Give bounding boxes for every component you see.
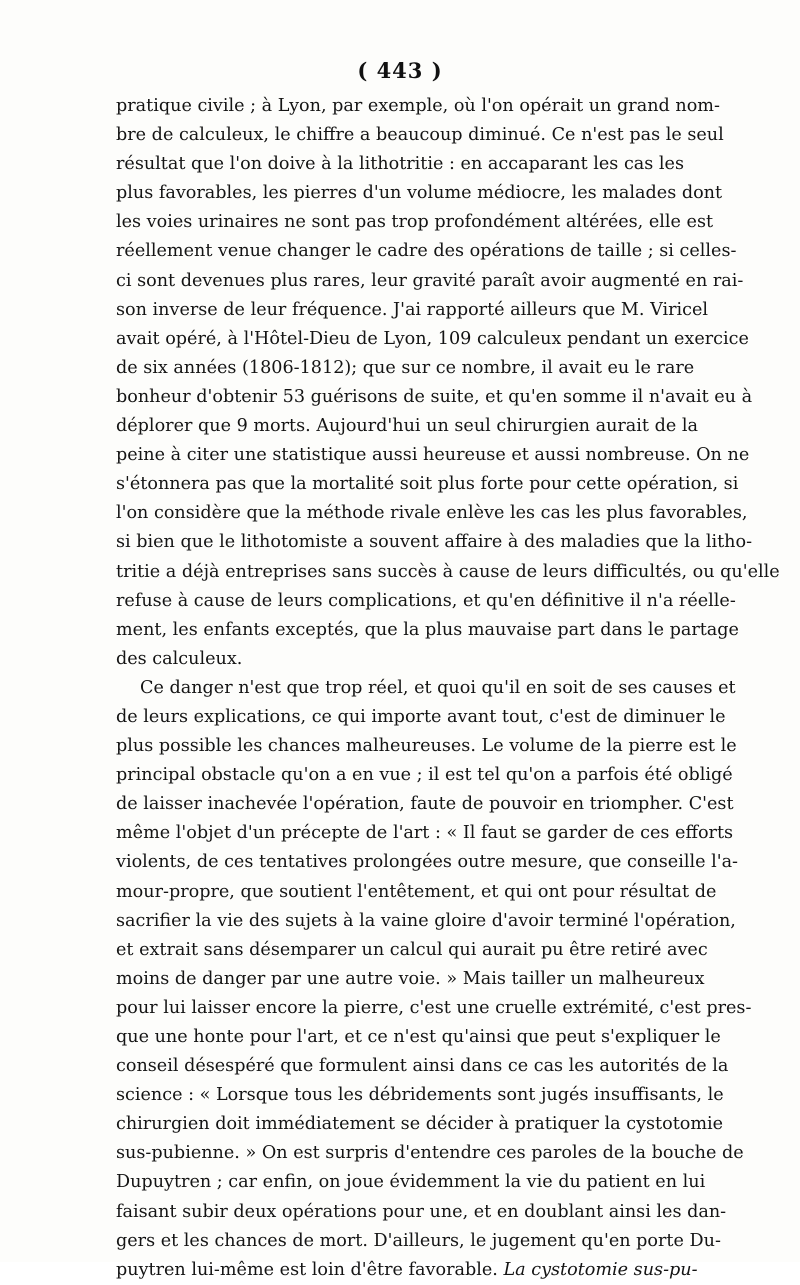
text-line: moins de danger par une autre voie. » Mais tailler un malheureux — [116, 968, 705, 989]
text-line: de leurs explications, ce qui importe avant tout, c'est de diminuer le — [116, 706, 726, 727]
text-line: gers et les chances de mort. D'ailleurs, le jugement qu'en porte Du- — [116, 1230, 721, 1251]
text-line: principal obstacle qu'on a en vue ; il est tel qu'on a parfois été obligé — [116, 765, 733, 786]
text-line: ment, les enfants exceptés, que la plus mauvaise part dans le partage — [116, 619, 739, 640]
paragraph-1 — [116, 92, 780, 674]
text-line: tritie a déjà entreprises sans succès à cause de leurs difficultés, ou qu'elle — [116, 561, 780, 582]
text-line: ci sont devenues plus rares, leur gravité paraît avoir augmenté en rai- — [116, 270, 744, 291]
text-line: des calculeux. — [116, 648, 243, 669]
text-line: de laisser inachevée l'opération, faute de pouvoir en triompher. C'est — [116, 794, 734, 815]
text-line: même l'objet d'un précepte de l'art : « Il faut se garder de ces efforts — [116, 823, 734, 844]
text-line: plus favorables, les pierres d'un volume médiocre, les malades dont — [116, 183, 723, 204]
text-line: les voies urinaires ne sont pas trop profondément altérées, elle est — [116, 212, 714, 233]
text-line: son inverse de leur fréquence. J'ai rapporté ailleurs que M. Viricel — [116, 299, 709, 320]
text-line: que une honte pour l'art, et ce n'est qu'ainsi que peut s'expliquer le — [116, 1027, 721, 1047]
text-line: faisant subir deux opérations pour une, et en doublant ainsi les dan- — [116, 1201, 727, 1222]
text-line: bonheur d'obtenir 53 guérisons de suite, et qu'en somme il n'avait eu à — [116, 386, 753, 407]
text-line: si bien que le lithotomiste a souvent affaire à des maladies que la litho- — [116, 532, 753, 553]
final-line-plain: puytren lui-même est loin d'être favorable. — [116, 1259, 498, 1280]
text-line: s'étonnera pas que la mortalité soit plus forte pour cette opération, si — [116, 474, 739, 495]
paragraph-2 — [116, 674, 752, 1256]
text-line: chirurgien doit immédiatement se décider à pratiquer la cystotomie — [116, 1114, 724, 1135]
text-line: sacrifier la vie des sujets à la vaine gloire d'avoir terminé l'opération, — [116, 910, 736, 931]
text-line: Dupuytren ; car enfin, on joue évidemment la vie du patient en lui — [116, 1172, 706, 1193]
text-line: réellement venue changer le cadre des opérations de taille ; si celles- — [116, 241, 737, 262]
page-number: ( 443 ) — [357, 58, 443, 83]
text-line: avait opéré, à l'Hôtel-Dieu de Lyon, 109 calculeux pendant un exercice — [116, 328, 749, 349]
text-line: science : « Lorsque tous les débridements sont jugés insuffisants, le — [116, 1085, 724, 1106]
text-line: mour-propre, que soutient l'entêtement, et qui ont pour résultat de — [116, 881, 717, 902]
text-line: plus possible les chances malheureuses. Le volume de la pierre est le — [116, 736, 737, 757]
text-line: pour lui laisser encore la pierre, c'est une cruelle extrémité, c'est pres- — [116, 997, 752, 1018]
text-line: déplorer que 9 morts. Aujourd'hui un seul chirurgien aurait de la — [116, 416, 698, 437]
text-line: bre de calculeux, le chiffre a beaucoup diminué. Ce n'est pas le seul — [116, 125, 724, 146]
text-line: sus-pubienne. » On est surpris d'entendre ces paroles de la bouche de — [116, 1143, 744, 1164]
text-line: et extrait sans désemparer un calcul qui aurait pu être retiré avec — [116, 939, 708, 960]
final-line-italic: La cystotomie sus-pu- — [503, 1259, 698, 1280]
text-line: peine à citer une statistique aussi heureuse et aussi nombreuse. On ne — [116, 445, 750, 466]
text-line: refuse à cause de leurs complications, et qu'en définitive il n'a réelle- — [116, 590, 736, 611]
text-line: pratique civile ; à Lyon, par exemple, où l'on opérait un grand nom- — [116, 96, 720, 116]
text-line: de six années (1806-1812); que sur ce nombre, il avait eu le rare — [116, 357, 695, 378]
text-line: violents, de ces tentatives prolongées outre mesure, que conseille l'a- — [116, 852, 739, 873]
text-line: l'on considère que la méthode rivale enlève les cas les plus favorables, — [116, 503, 748, 524]
text-line: conseil désespéré que formulent ainsi dans ce cas les autorités de la — [116, 1056, 729, 1077]
body-text — [116, 92, 780, 1285]
text-line: Ce danger n'est que trop réel, et quoi qu'il en soit de ses causes et — [140, 677, 736, 698]
text-line: résultat que l'on doive à la lithotritie : en accaparant les cas les — [116, 154, 684, 175]
text-line-final — [116, 1256, 698, 1285]
